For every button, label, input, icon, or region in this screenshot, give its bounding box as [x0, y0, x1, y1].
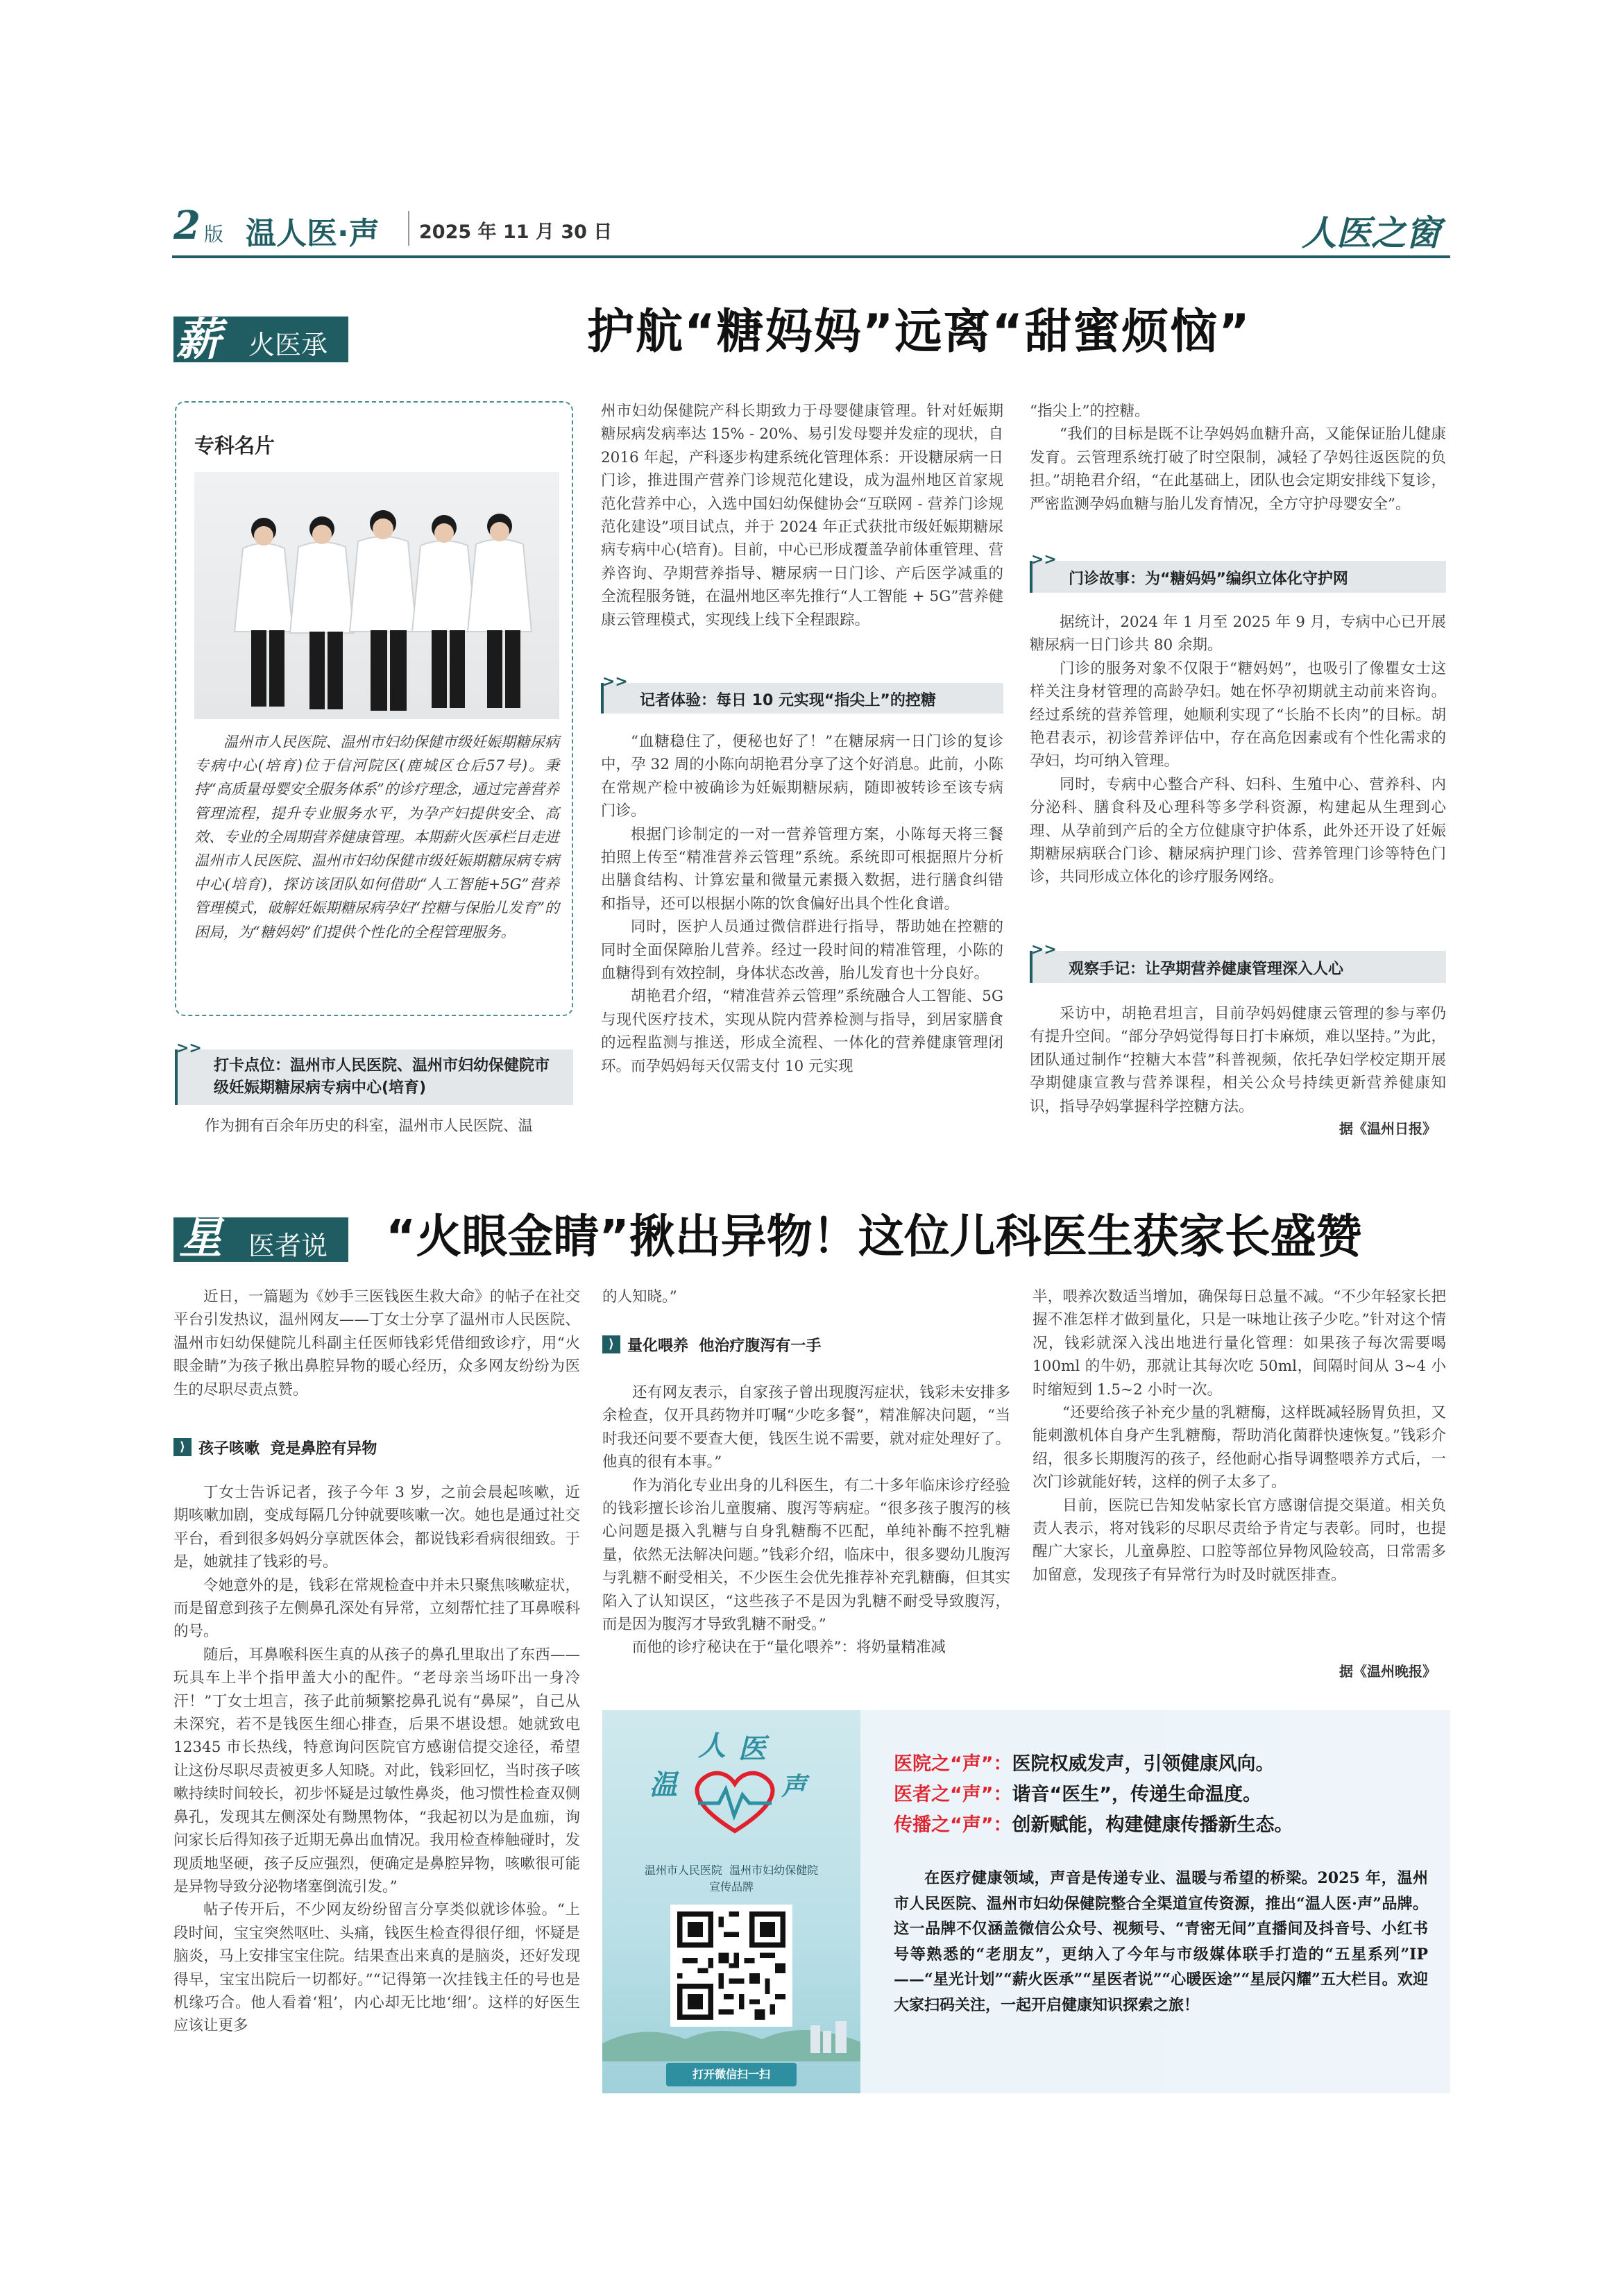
col3c-para-1: 采访中，胡艳君坦言，目前孕妈妈健康云管理的参与率仍有提升空间。“部分孕妈觉得每日打卡麻烦，难以坚持。”为此，团队通过制作“控糖大本营”科普视频，依托孕妇学校定期开展孕期健康宣教与营养课程，相关公众号持续更新营养健康知识，指导孕妈掌握科学控糖方法。: [1030, 1005, 1446, 1115]
section1-col1-tail: 作为拥有百余年历史的科室，温州市人民医院、温: [205, 1117, 534, 1135]
logo-char-1: 人: [698, 1730, 726, 1762]
section2-col2: [602, 1285, 1010, 1308]
sub1-bar: [601, 673, 1003, 714]
brand-ad: [602, 1710, 1450, 2093]
logo-char-3: 温: [649, 1769, 677, 1801]
ad-skyline: [602, 2016, 860, 2061]
page-number: 2: [173, 203, 201, 248]
section2-col1: [173, 1285, 580, 1401]
chevron-icon: >>: [1031, 941, 1057, 959]
col3-para-2: “我们的目标是既不让孕妈妈血糖升高，又能保证胎儿健康发育。云管理系统打破了时空限制，减轻了孕妈往返医院的负担。”胡艳君介绍，“在此基础上，团队也会定期安排线下复诊，严密监测孕妈血糖与胎儿发育情况，全方守护母婴安全”。: [1030, 425, 1446, 513]
section1-col2-b: [601, 730, 1003, 1078]
s2c2-para-3: 而他的诊疗秘诀在于“量化喂养”：将奶量精准减: [632, 1639, 946, 1657]
ad-line-2: [894, 1780, 1428, 1810]
s2c1-para-2: 令她意外的是，钱彩在常规检查中并未只聚焦咳嗽症状，而是留意到孩子左侧鼻孔深处有异常，立刻帮忙挂了耳鼻喉科的号。: [173, 1576, 580, 1641]
issue-date: 2025 年 11 月 30 日: [419, 221, 613, 243]
logo-char-4: 声: [781, 1772, 807, 1801]
col3b-para-2: 门诊的服务对象不仅限于“糖妈妈”，也吸引了像瞿女士这样关注身材管理的高龄孕妇。她在怀孕初期就主动前来咨询。经过系统的营养管理，她顺利实现了“长胎不长肉”的目标。胡艳君表示，初诊营养评估中，存在高危因素或有个性化需求的孕妇，均可纳入管理。: [1030, 659, 1446, 770]
section2-tag-text: 医者说: [248, 1231, 328, 1261]
section2-tag: [173, 1213, 348, 1263]
section1-col3-b: [1030, 611, 1446, 889]
s2c3-para-2: “还要给孩子补充少量的乳糖酶，这样既减轻肠胃负担，又能刺激机体自身产生乳糖酶，帮助消化菌群快速恢复。”钱彩介绍，很多长期腹泻的孩子，经他耐心指导调整喂养方式后，一次门诊就能好转，这样的例子太多了。: [1033, 1404, 1446, 1492]
section1-col2: [601, 400, 1003, 632]
section2-source: 据《温州晚报》: [1339, 1663, 1436, 1680]
col2b-para-3: 同时，医护人员通过微信群进行指导，帮助她在控糖的同时全面保障胎儿营养。经过一段时间的精准管理，小陈的血糖得到有效控制，身体状态改善，胎儿发育也十分良好。: [601, 918, 1003, 983]
section1-col3-c: [1030, 1002, 1446, 1118]
masthead: [172, 203, 1450, 258]
checkin-title: 打卡点位：温州市人民医院、温州市妇幼保健院市级妊娠期糖尿病专病中心(培育): [214, 1057, 550, 1097]
team-photo-illustration: [194, 472, 559, 719]
section1-tag: [173, 314, 348, 366]
section1-col3: [1030, 400, 1446, 516]
section1-headline: 护航“糖妈妈”远离“甜蜜烦恼”: [587, 305, 1251, 360]
qr-code-pattern: [677, 1911, 785, 2020]
ad-right-panel: [894, 1749, 1428, 2018]
s2-sub2: [602, 1328, 821, 1360]
section1-tag-char: 薪: [176, 314, 221, 366]
s2c2-head: 的人知晓。”: [602, 1288, 677, 1306]
brand-logo: 人医之窗: [1302, 212, 1441, 253]
ad-org: 温州市人民医院 温州市妇幼保健院: [644, 1864, 819, 1877]
masthead-divider: [408, 211, 409, 246]
ad-org2: 宣传品牌: [708, 1880, 754, 1893]
s2c2-para-2: 作为消化专业出身的儿科医生，有二十多年临床诊疗经验的钱彩擅长诊治儿童腹痛、腹泻等病症。“很多孩子腹泻的核心问题是摄入乳糖与自身乳糖酶不匹配，单纯补酶不控乳糖量，依然无法解决问题。”钱彩介绍，临床中，很多婴幼儿腹泻与乳糖不耐受相关，不少医生会优先推荐补充乳糖酶，但其实陷入了认知误区，“这些孩子不是因为乳糖不耐受导致腹泻，而是因为腹泻才导致乳糖不耐受。”: [602, 1476, 1010, 1634]
section2-headline: “火眼金睛”揪出异物！这位儿科医生获家长盛赞: [386, 1210, 1362, 1263]
section1-tag-text: 火医承: [248, 330, 328, 360]
checkin-bar: [175, 1040, 573, 1105]
sub2-title: 门诊故事：为“糖妈妈”编织立体化守护网: [1069, 571, 1348, 588]
s2c3-para-1: 半，喂养次数适当增加，确保每日总量不减。“不少年轻家长把握不准怎样才做到量化，只是一味地让孩子少吃。”针对这个情况，钱彩就深入浅出地进行量化管理：如果孩子每次需要喝 100ml 的牛奶，那就让其每次吃 50ml，间隔时间从 3~4 小时缩短到 1.5~2 小时一次。: [1033, 1288, 1446, 1399]
section1-source: 据《温州日报》: [1339, 1120, 1436, 1137]
team-photo: [194, 472, 559, 719]
s2c3-para-3: 目前，医院已告知发帖家长官方感谢信提交渠道。相关负责人表示，将对钱彩的尽职尽责给予肯定与表彰。同时，也提醒广大家长，儿童鼻腔、口腔等部位异物风险较高，日常需多加留意，发现孩子有异常行为时及时就医排查。: [1033, 1496, 1446, 1584]
specialty-card: [175, 401, 573, 1016]
s2-sub1-title: 孩子咳嗽 竟是鼻腔有异物: [198, 1440, 377, 1458]
col3b-para-3: 同时，专病中心整合产科、妇科、生殖中心、营养科、内分泌科、膳食科及心理科等多学科资源，构建起从生理到心理、从孕前到产后的全方位健康守护体系，此外还开设了妊娠期糖尿病联合门诊、糖尿病护理门诊、营养管理门诊等特色门诊，共同形成立体化的诊疗服务网络。: [1030, 775, 1446, 886]
section2-col3: [1033, 1285, 1446, 1587]
sub3-bar: [1030, 941, 1446, 983]
bracket-icon: ⟩: [173, 1438, 192, 1456]
s2c1-para-1: 丁女士告诉记者，孩子今年 3 岁，之前会晨起咳嗽，近期咳嗽加剧，变成每隔几分钟就要咳嗽一次。她也是通过社交平台，看到很多妈妈分享就医体会，都说钱彩看病很细致。于是，她就挂了钱彩的号。: [173, 1484, 580, 1571]
ad-line-3-red: 传播之“声”：: [894, 1814, 1012, 1836]
ad-logo: [644, 1724, 824, 1842]
s2c2-para-1: 还有网友表示，自家孩子曾出现腹泻症状，钱彩未安排多余检查，仅开具药物并叮嘱“少吃多餐”，精准解决问题，“当时我还问要不要查大便，钱医生说不需要，就对症处理好了。他真的很有本事。”: [602, 1384, 1010, 1471]
heart-pulse-icon: [683, 1762, 787, 1838]
col2b-para-2: 根据门诊制定的一对一营养管理方案，小陈每天将三餐拍照上传至“精准营养云管理”系统。系统即可根据照片分析出膳食结构、计算宏量和微量元素摄入数据，进行膳食纠错和指导，还可以根据小陈的饮食偏好出具个性化食谱。: [601, 825, 1003, 913]
chevron-icon: >>: [1031, 551, 1057, 568]
ad-line-3-black: 创新赋能，构建健康传播新生态。: [1012, 1814, 1293, 1836]
ad-line-1: [894, 1749, 1428, 1780]
ad-body: 在医疗健康领域，声音是传递专业、温暖与希望的桥梁。2025 年，温州市人民医院、温州市妇幼保健院整合全渠道宣传资源，推出“温人医·声”品牌。这一品牌不仅涵盖微信公众号、视频号、“青密无间”直播间及抖音号、小红书号等熟悉的“老朋友”，更纳入了今年与市级媒体联手打造的“五星系列”IP——“星光计划”“薪火医承”“星医者说”“心暖医途”“星辰闪耀”五大栏目。欢迎大家扫码关注，一起开启健康知识探索之旅！: [894, 1869, 1428, 2014]
masthead-rule: [172, 255, 1450, 258]
ad-left-panel: [602, 1710, 860, 2093]
ad-line-3: [894, 1810, 1428, 1841]
scan-button[interactable]: 打开微信扫一扫: [666, 2063, 797, 2086]
s2c1-para-4: 帖子传开后，不少网友纷纷留言分享类似就诊体验。“上段时间，宝宝突然呕吐、头痛，钱医生检查得很仔细，怀疑是脑炎，马上安排宝宝住院。结果查出来真的是脑炎，还好发现得早，宝宝出院后一切都好。”“记得第一次挂钱主任的号也是机缘巧合。他人看着‘粗’，内心却无比地‘细’。这样的好医生应该让更多: [173, 1901, 580, 2035]
chevron-icon: >>: [176, 1040, 202, 1057]
chevron-icon: >>: [602, 673, 628, 691]
col3-para-1: “指尖上”的控糖。: [1030, 403, 1150, 420]
column-title: 温人医·声: [246, 216, 380, 251]
col2b-para-4: 胡艳君介绍，“精准营养云管理”系统融合人工智能、5G 与现代医疗技术，实现从院内营养检测与指导，到居家膳食的远程监测与推送，形成全流程、一体化的营养健康管理闭环。而孕妈妈每天仅需支付 10 元实现: [601, 988, 1003, 1075]
s2-sub2-title: 量化喂养 他治疗腹泻有一手: [627, 1337, 822, 1355]
section2-col1-b: [173, 1481, 580, 2038]
section2-tag-char: 星: [179, 1213, 223, 1263]
col2b-para-1: “血糖稳住了，便秘也好了！”在糖尿病一日门诊的复诊中，孕 32 周的小陈向胡艳君分享了这个好消息。此前，小陈在常规产检中被确诊为妊娠期糖尿病，随即被转诊至该专病门诊。: [601, 733, 1003, 820]
page-unit: 版: [204, 223, 224, 246]
sub2-bar: [1030, 551, 1446, 593]
sub3-title: 观察手记：让孕期营养健康管理深入人心: [1069, 961, 1344, 978]
col2-para-1: 州市妇幼保健院产科长期致力于母婴健康管理。针对妊娠期糖尿病发病率达 15% - 20%、易引发母婴并发症的现状，自 2016 年起，产科逐步构建系统化管理体系：开设糖尿病一日门诊，推进围产营养门诊规范化建设，成为温州地区首家规范化营养中心，入选中国妇幼保健协会“互联网 - 营养门诊规范化建设”项目试点，并于 2024 年正式获批市级妊娠期糖尿病专病中心(培育)。目前，中心已形成覆盖孕前体重管理、营养咨询、孕期营养指导、糖尿病一日门诊、产后医学减重的全流程服务链，在温州地区率先推行“人工智能 + 5G”营养健康云管理模式，实现线上线下全程跟踪。: [601, 403, 1003, 629]
card-title: 专科名片: [194, 434, 275, 457]
ad-line-2-black: 谐音“医生”，传递生命温度。: [1012, 1784, 1261, 1805]
section2-col2-b: [602, 1381, 1010, 1660]
ad-line-1-black: 医院权威发声，引领健康风向。: [1012, 1753, 1275, 1775]
ad-line-2-red: 医者之“声”：: [894, 1784, 1012, 1805]
col3b-para-1: 据统计，2024 年 1 月至 2025 年 9 月，专病中心已开展糖尿病一日门诊共 80 余期。: [1030, 614, 1446, 655]
s2c1-para-3: 随后，耳鼻喉科医生真的从孩子的鼻孔里取出了东西——玩具车上半个指甲盖大小的配件。“老母亲当场吓出一身冷汗！”丁女士坦言，孩子此前频繁挖鼻孔说有“鼻屎”，自己从未深究，若不是钱医生细心排查，后果不堪设想。她就致电 12345 市长热线，特意询问医院官方感谢信提交途径，希望让这份尽职尽责被更多人知晓。对此，钱彩回忆，当时孩子咳嗽持续时间较长，初步怀疑是过敏性鼻炎，他习惯性检查双侧鼻孔，发现其左侧深处有黝黑物体，“我起初以为是血痂，询问家长后得知孩子近期无鼻出血情况。我用检查棒触碰时，发现质地坚硬，孩子反应强烈，便确定是鼻腔异物，咳嗽很可能是异物导致分泌物堵塞倒流引发。”: [173, 1646, 580, 1896]
ad-line-1-red: 医院之“声”：: [894, 1753, 1012, 1775]
card-text: 温州市人民医院、温州市妇幼保健市级妊娠期糖尿病专病中心(培育)位于信河院区(鹿城区仓后57号)。秉持“高质量母婴安全服务体系”的诊疗理念，通过完善营养管理流程，提升专业服务水平，为孕产妇提供安全、高效、专业的全周期营养健康管理。本期薪火医承栏目走进温州市人民医院、温州市妇幼保健市级妊娠期糖尿病专病中心(培育)，探访该团队如何借助“人工智能+5G”营养管理模式，破解妊娠期糖尿病孕妇“控糖与保胎儿发育”的困局，为“糖妈妈”们提供个性化的全程管理服务。: [194, 734, 559, 940]
bracket-icon: ⟩: [602, 1335, 620, 1353]
city-skyline-icon: [602, 2016, 860, 2061]
qr-code[interactable]: [670, 1905, 792, 2027]
s2-intro: 近日，一篇题为《妙手三医钱医生救大命》的帖子在社交平台引发热议，温州网友——丁女士分享了温州市人民医院、温州市妇幼保健院儿科副主任医师钱彩凭借细致诊疗，用“火眼金睛”为孩子揪出鼻腔异物的暖心经历，众多网友纷纷为医生的尽职尽责点赞。: [173, 1288, 580, 1399]
sub1-title: 记者体验：每日 10 元实现“指尖上”的控糖: [640, 692, 936, 709]
s2-sub1: [173, 1431, 377, 1463]
logo-char-2: 医: [738, 1732, 766, 1765]
